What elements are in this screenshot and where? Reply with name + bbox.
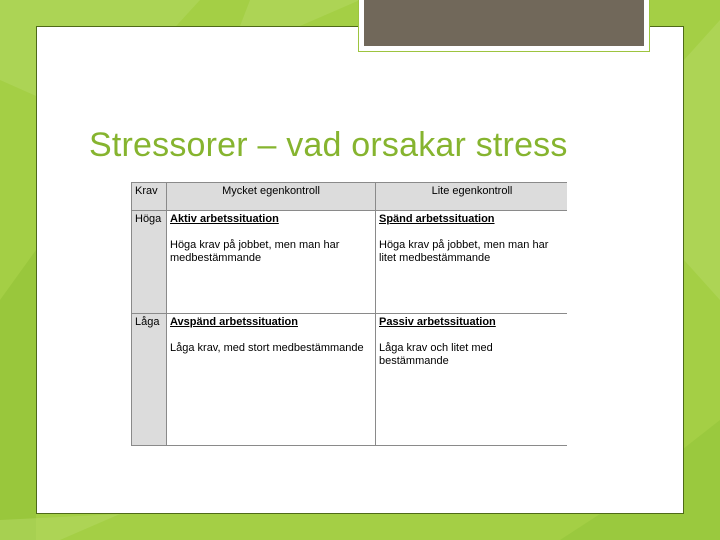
cell-description: Låga krav, med stort medbestämmande: [170, 342, 364, 354]
table-crop-edge: [567, 182, 573, 446]
table-cell: [376, 211, 569, 314]
column-header-mycket-egenkontroll: Mycket egenkontroll: [167, 183, 376, 211]
cell-title: Passiv arbetssituation: [379, 316, 496, 328]
cell-title: Spänd arbetssituation: [379, 213, 495, 225]
table-row: [132, 314, 569, 446]
table-cell: [167, 211, 376, 314]
table-cell: [167, 314, 376, 446]
stress-model-table: [131, 182, 569, 446]
cell-description: Höga krav på jobbet, men man har medbestämmande: [170, 239, 340, 264]
column-header-krav: Krav: [132, 183, 167, 211]
cell-title: Aktiv arbetssituation: [170, 213, 279, 225]
table-cell: [376, 314, 569, 446]
slide-title: Stressorer – vad orsakar stress: [89, 126, 568, 164]
cell-title: Avspänd arbetssituation: [170, 316, 298, 328]
row-header-laga: Låga: [132, 314, 167, 446]
decorative-header-block: [364, 0, 644, 46]
row-header-hoga: Höga: [132, 211, 167, 314]
table-row: [132, 211, 569, 314]
cell-description: Höga krav på jobbet, men man har litet medbestämmande: [379, 239, 549, 264]
cell-description: Låga krav och litet med bestämmande: [379, 342, 493, 367]
table-header-row: [132, 183, 569, 211]
column-header-lite-egenkontroll: Lite egenkontroll: [376, 183, 569, 211]
